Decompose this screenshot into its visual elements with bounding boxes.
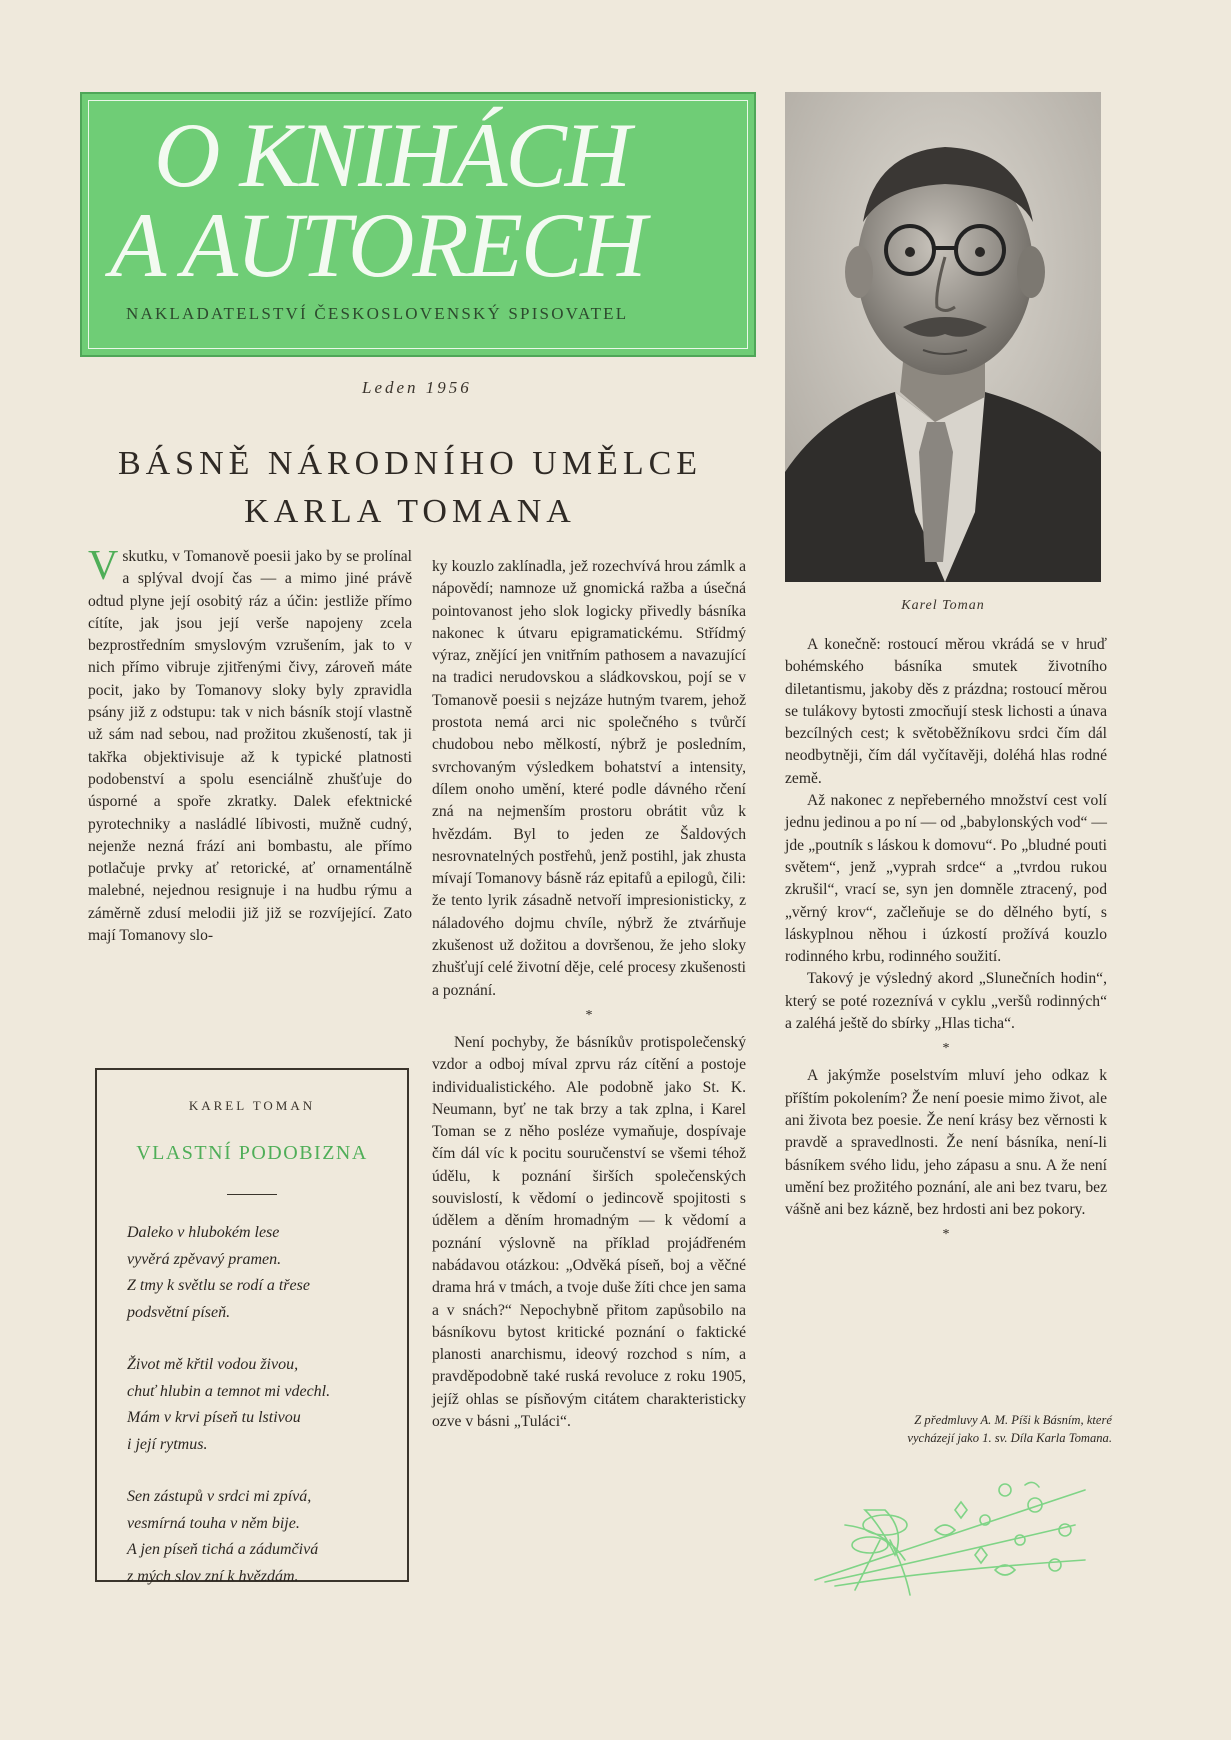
headline-line2: KARLA TOMANA (244, 493, 576, 530)
article-headline (70, 440, 750, 536)
article-paragraph: Takový je výsledný akord „Slunečních hodin“, který se poté rozeznívá v cyklu „veršů rodinných“ a zaléhá ještě do sbírky „Hlas ticha“. (785, 970, 1107, 1033)
portrait-caption: Karel Toman (901, 598, 985, 613)
poem-line: Život mě křtil vodou živou, (127, 1356, 299, 1373)
source-note-line1: Z předmluvy A. M. Píši k Básním, které (914, 1413, 1112, 1427)
masthead-title-line2: A AUTORECH (110, 194, 645, 296)
headline-line1: BÁSNĚ NÁRODNÍHO UMĚLCE (117, 445, 703, 482)
article-column-2 (432, 556, 746, 1433)
masthead-title-line1: O KNIHÁCH (154, 104, 630, 206)
poem-box (95, 1068, 409, 1585)
masthead-publisher: NAKLADATELSTVÍ ČESKOSLOVENSKÝ SPISOVATEL (126, 304, 629, 323)
poem-author: KAREL TOMAN (188, 1098, 316, 1113)
poem-line: z mých slov zní k hvězdám. (127, 1567, 299, 1585)
issue-date: Leden 1956 (362, 378, 472, 397)
masthead-title (110, 104, 754, 296)
poem-line: vesmírná touha v něm bije. (127, 1514, 300, 1532)
poem-line: chuť hlubin a temnot mi vdechl. (127, 1382, 331, 1400)
section-divider-star: * (585, 1007, 593, 1023)
poem-line: Sen zástupů v srdci mi zpívá, (127, 1488, 312, 1505)
source-note (790, 1411, 1112, 1447)
article-paragraph (88, 543, 412, 947)
masthead (80, 92, 756, 357)
poem-line: podsvětní píseň. (127, 1303, 231, 1321)
stanza-gap (127, 1458, 397, 1484)
article-paragraph: Až nakonec z nepřeberného množství cest volí jednu jedinou a po ní — od „babylonských vod“ — jde „poutník s láskou k domovu“. Po „bludné pouti světem“, jenž „vyprah srdce“ a „tvrdou rukou zkrušil“, vrací se, syn jen domněle ztracený, pod „věrný krov“, začleňuje se do dělného bytí, s láskyplnou něhou i úzkostí prožívá kouzlo rodinného krbu, rodinného soužití. (785, 792, 1107, 966)
article-column-1 (88, 543, 412, 947)
article-column-3 (785, 634, 1107, 1251)
section-divider-star: * (942, 1041, 950, 1057)
poem-text (127, 1220, 397, 1590)
poem-line: Mám v krvi píseň tu lstivou (127, 1409, 301, 1426)
article-paragraph: ky kouzlo zaklínadla, jež rozechvívá hrou zámlk a nápovědí; namnoze už gnomická ražba a úsečná pointovanost jeho slok logicky přivedly básníka nakonec k útvaru epigramatickému. Střídmý výraz, znějící jen vnitřním pathosem a navazující na tradici nerudovskou a sládkovskou, pojí se v Tomanově poesii s nejzáze hutným tvarem, jehož prostota nemá arci nic společného s tvůrčí chudobou nebo mělkostí, nýbrž je posledním, svrchovaným výsledkem bohatství a intensity, dílem onoho umění, které podle dávného rčení zná na nejmenším prostoru obrátit vůz k hvězdám. Byl to jeden ze Šaldových nesrovnatelných postřehů, jenž postihl, jak zhusta mívají Tomanovy básně ráz epitafů a epilogů, čili: že tento lyrik zásadně netvoří impresionisticky, z náladového dojmu chvíle, nýbrž že ztvárňuje zkušenost už dožitou a dovršenou, že jeho sloky zhušťují celé životní děje, celé procesy zkušenosti a poznání. (432, 558, 746, 999)
poem-title: VLASTNÍ PODOBIZNA (136, 1142, 368, 1164)
poem-line: Daleko v hlubokém lese (127, 1224, 280, 1241)
stanza-gap (127, 1326, 397, 1352)
section-divider-star: * (942, 1227, 950, 1243)
flower-bouquet-icon (785, 1470, 1105, 1600)
article-paragraph: A jakýmže poselstvím mluví jeho odkaz k příštím pokolením? Že není poesie mimo život, ale ani života bez poesie. Že není krásy bez věrnosti k pravdě a spravedlnosti. Že není básníka, není-li básníkem svého lidu, jeho zápasu a snu. A že není umění bez prožitého poznání, ale ani bez tvaru, bez vášně ani bez kázně, bez hrdosti ani bez pokory. (785, 1067, 1107, 1219)
poem-divider (227, 1194, 277, 1195)
poem-line: i její rytmus. (127, 1435, 208, 1453)
author-portrait (785, 92, 1101, 582)
poem-line: Z tmy k světlu se rodí a třese (127, 1277, 310, 1294)
article-paragraph: Není pochyby, že básníkův protispolečenský vzdor a odboj míval zprvu ráz cítění a postoje individualistického. Ale podobně jako St. K. Neumann, byť ne tak brzy a tak zplna, i Karel Toman se z něho posléze vymaňuje, dospívaje čím dál víc k pocitu souručenství se všemi téhož údělu, k poznání širších společenských souvislostí, k vědomí o jedincově spojitosti s údělem a děním hromadným — k vědomí a poznání výslovně na příklad projádřeném nabádavou otázkou: „Odvěká píseň, boj a věčné drama hrá v tmách, a tvoje duše žíti chce jen sama a v snách?“ Nepochybně přitom zapůsobilo na básníkovu bytost kritické poznání o faktické planosti anarchismu, ideový rozchod s ním, a pravděpodobně také ruská revoluce z roku 1905, jejíž ohlas se písňovým citátem charakteristicky ozve v básni „Tuláci“. (432, 1033, 746, 1430)
article-paragraph: A konečně: rostoucí měrou vkrádá se v hruď bohémského básníka smutek životního diletantismu, jakoby děs z prázdna; rostoucí měrou se tulákovy bytosti zmocňují stesk lichosti a únava bezcílných cest; k světoběžníkovu srdci čím dál neodbytněji, čím dál vyčítavěji, doléhá hlas rodné země. (785, 636, 1107, 787)
poem-line: A jen píseň tichá a zádumčivá (127, 1541, 319, 1558)
portrait-photo-icon (785, 92, 1101, 582)
paragraph-text: skutku, v Tomanově poesii jako by se prolínal a splýval dvojí čas — a mimo jiné právě odtud plyne její osobitý ráz a účin: jestliže přímo cítíte, jak jsou její verše napojeny zcela bezprostředním smyslovým vzrušením, jak to v nich přímo vibruje zjitřenými čivy, zároveň máte pocit, jako by Tomanovy sloky byly zpravidla psány již z odstupu: tak v nich básník stojí vlastně už sám nad sebou, nad prožitou zkušeností, tak ji takřka objektivisuje až k typické platnosti podobenství a spolu esenciálně zhušťuje do úsporné a spoře zkratky. Dalek efektnické pyrotechniky a nasládlé líbivosti, mužně cudný, nejenže nezná frází ani bombastu, ale přímo potlačuje prvky ať retorické, ať ornamentálně malebné, nejednou resignuje i na hudbu rýmu a záměrně zdusí melodii již již se rozvíjející. Zato mají Tomanovy slo- (88, 548, 412, 945)
drop-cap: V (88, 543, 119, 589)
poem-line: vyvěrá zpěvavý pramen. (127, 1250, 282, 1268)
source-note-line2: vycházejí jako 1. sv. Díla Karla Tomana. (907, 1431, 1112, 1445)
